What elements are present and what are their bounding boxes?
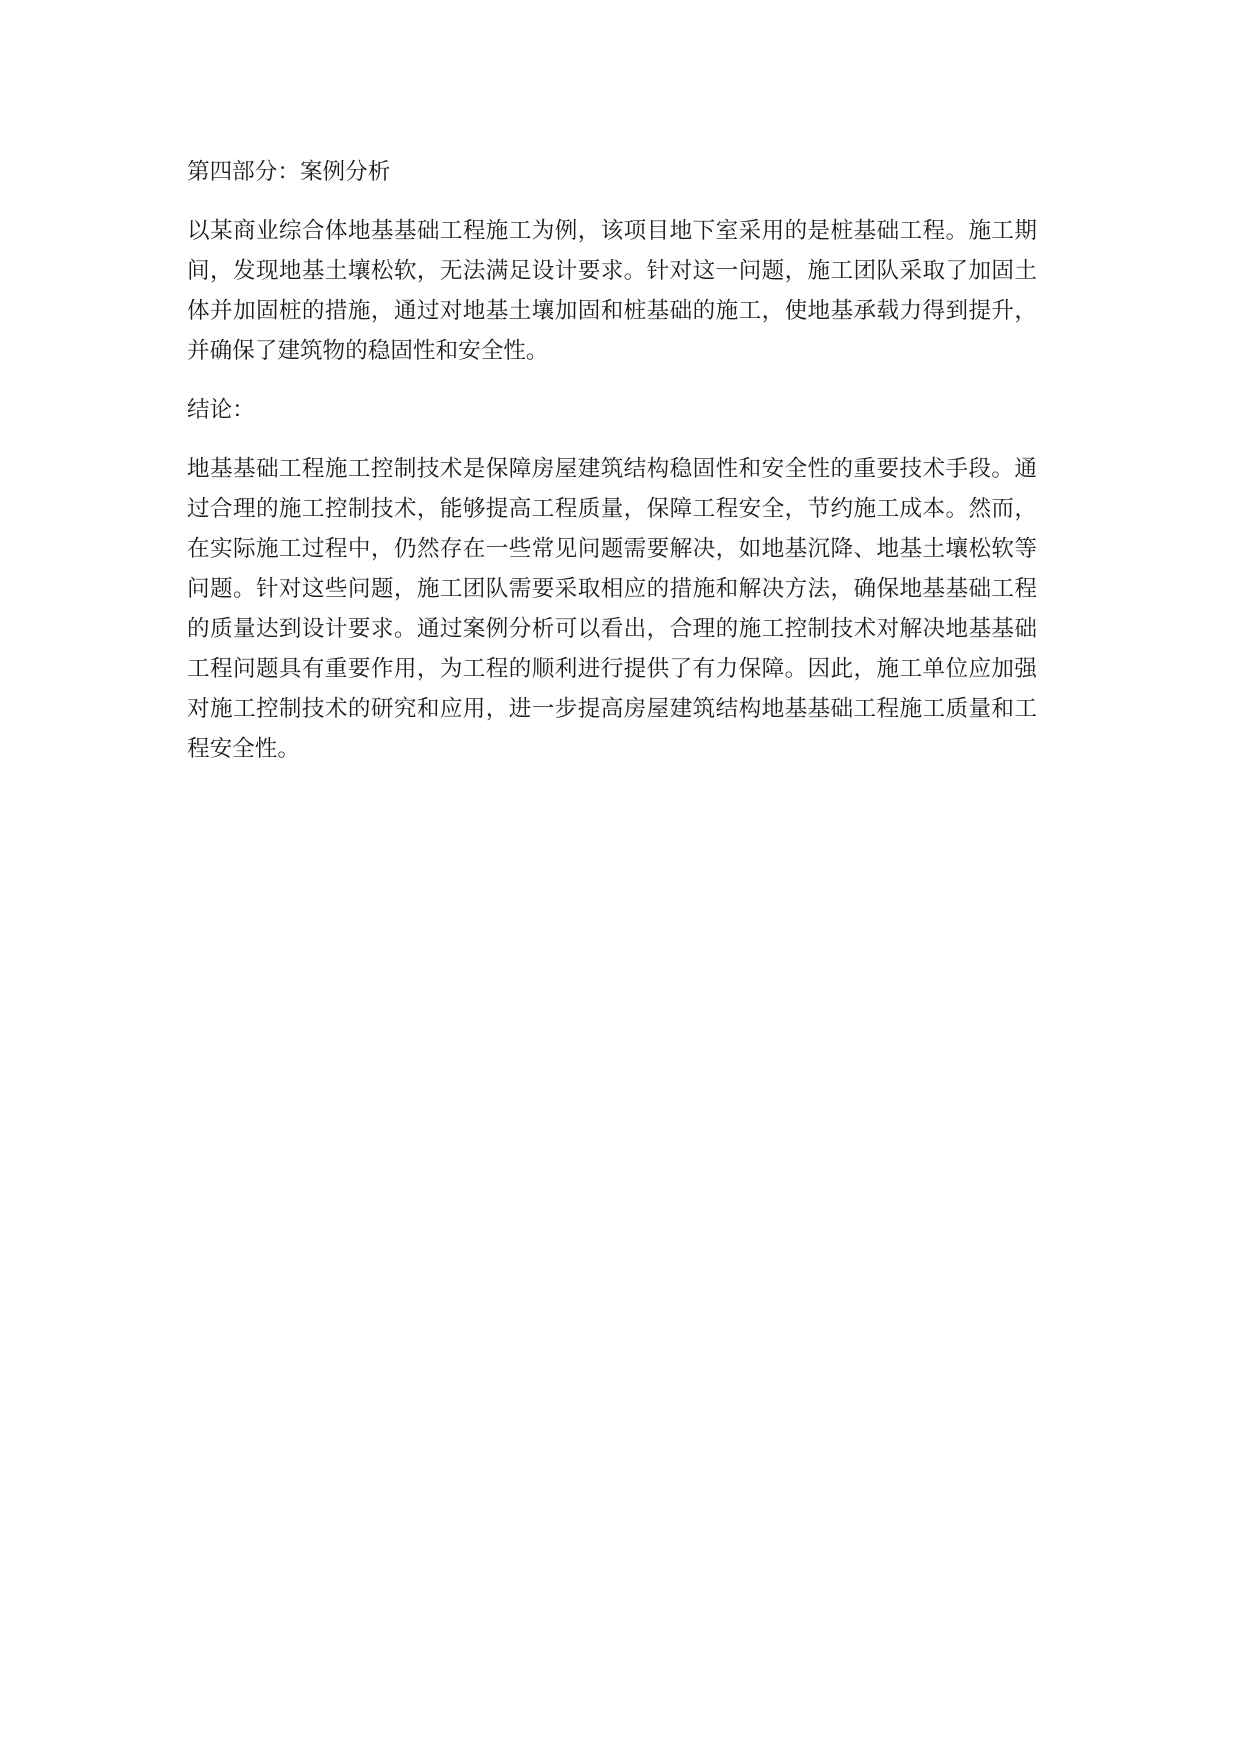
section-heading: 第四部分：案例分析	[187, 159, 391, 185]
case-analysis-paragraph: 以某商业综合体地基基础工程施工为例，该项目地下室采用的是桩基础工程。施工期间，发现地基土壤松软，无法满足设计要求。针对这一问题，施工团队采取了加固土体并加固桩的措施，通过对地基土壤加固和桩基础的施工，使地基承载力得到提升，并确保了建筑物的稳固性和安全性。	[187, 218, 1037, 364]
conclusion-paragraph: 地基基础工程施工控制技术是保障房屋建筑结构稳固性和安全性的重要技术手段。通过合理的施工控制技术，能够提高工程质量，保障工程安全，节约施工成本。然而，在实际施工过程中，仍然存在一些常见问题需要解决，如地基沉降、地基土壤松软等问题。针对这些问题，施工团队需要采取相应的措施和解决方法，确保地基基础工程的质量达到设计要求。通过案例分析可以看出，合理的施工控制技术对解决地基基础工程问题具有重要作用，为工程的顺利进行提供了有力保障。因此，施工单位应加强对施工控制技术的研究和应用，进一步提高房屋建筑结构地基基础工程施工质量和工程安全性。	[187, 456, 1037, 762]
document-body	[187, 152, 1037, 788]
conclusion-heading: 结论：	[187, 397, 255, 423]
